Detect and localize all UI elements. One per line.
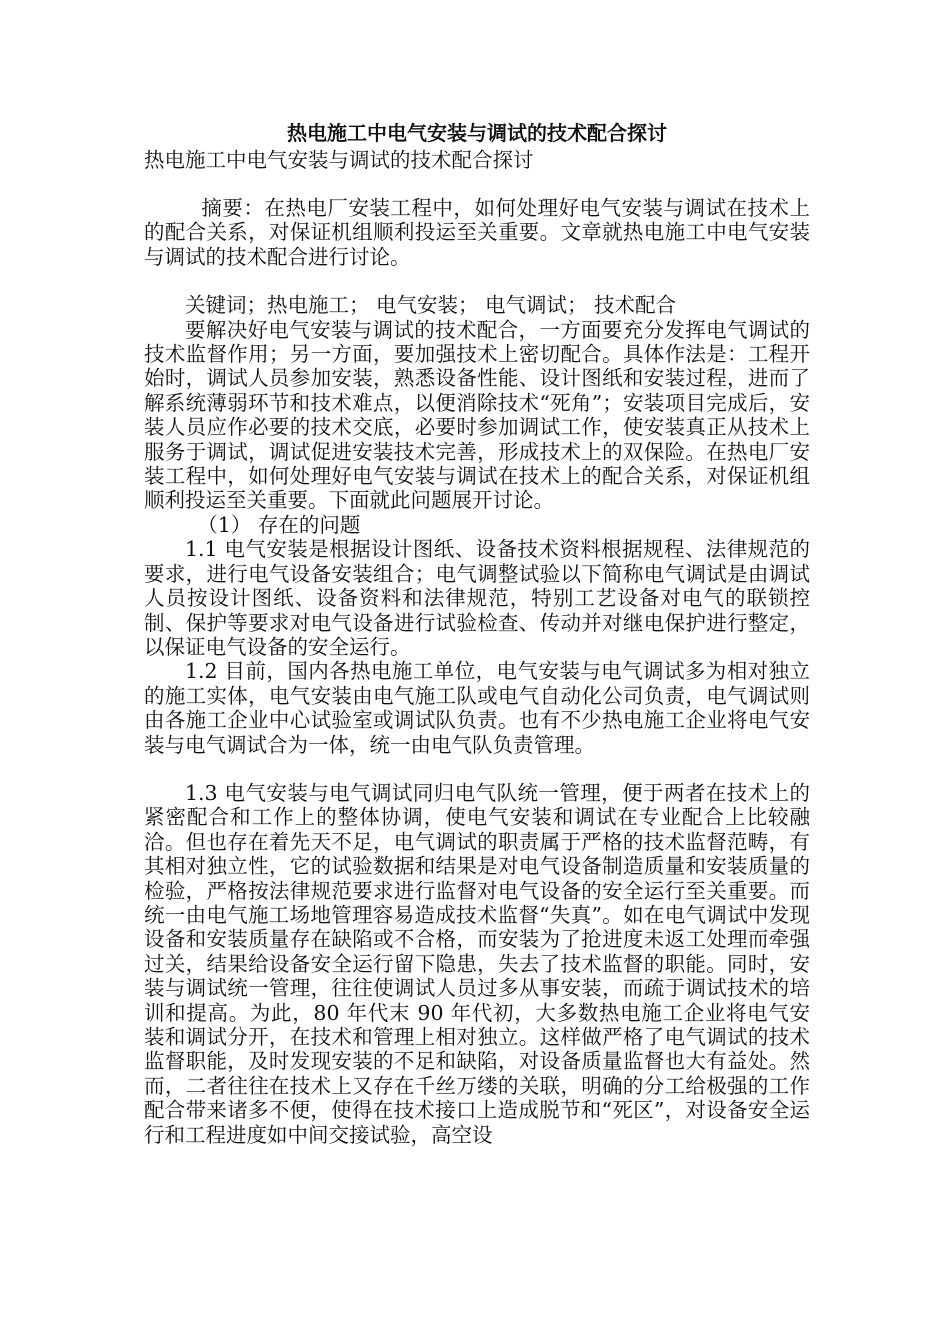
intro-paragraph: 要解决好电气安装与调试的技术配合，一方面要充分发挥电气调试的技术监督作用；另一方面，要加强技术上密切配合。具体作法是：工程开始时，调试人员参加安装，熟悉设备性能、设计图纸和安装过程，进而了解系统薄弱环节和技术难点，以便消除技术“死角”；安装项目完成后，安装人员应作必要的技术交底，必要时参加调试工作，使安装真正从技术上服务于调试，调试促进安装技术完善，形成技术上的双保险。在热电厂安装工程中，如何处理好电气安装与调试在技术上的配合关系，对保证机组顺利投运至关重要。下面就此问题展开讨论。 <box>144 317 810 513</box>
keywords-line: 关键词；热电施工； 电气安装； 电气调试； 技术配合 <box>185 293 677 318</box>
paragraph-1-3: 1.3 电气安装与电气调试同归电气队统一管理，便于两者在技术上的紧密配合和工作上的整体协调，使电气安装和调试在专业配合上比较融洽。但也存在着先天不足，电气调试的职责属于严格的技术监督范畴，有其相对独立性，它的试验数据和结果是对电气设备制造质量和安装质量的检验，严格按法律规范要求进行监督对电气设备的安全运行至关重要。而统一由电气施工场地管理容易造成技术监督“失真”。如在电气调试中发现设备和安装质量存在缺陷或不合格，而安装为了抢进度未返工处理而牵强过关，结果给设备安全运行留下隐患，失去了技术监督的职能。同时，安装与调试统一管理，往往使调试人员过多从事安装，而疏于调试技术的培训和提高。为此，80 年代末 90 年代初，大多数热电施工企业将电气安装和调试分开，在技术和管理上相对独立。这样做严格了电气调试的技术监督职能，及时发现安装的不足和缺陷，对设备质量监督也大有益处。然而，二者往往在技术上又存在千丝万缕的关联，明确的分工给极强的工作配合带来诸多不便，使得在技术接口上造成脱节和“死区”，对设备安全运行和工程进度如中间交接试验，高空设 <box>144 780 810 1147</box>
document-subtitle: 热电施工中电气安装与调试的技术配合探讨 <box>144 148 534 172</box>
document-title: 热电施工中电气安装与调试的技术配合探讨 <box>287 121 667 145</box>
spacer <box>144 269 810 293</box>
section-heading: （1） 存在的问题 <box>197 512 361 537</box>
spacer <box>144 757 810 781</box>
paragraph-1-2: 1.2 目前，国内各热电施工单位，电气安装与电气调试多为相对独立的施工实体，电气安装由电气施工队或电气自动化公司负责，电气调试则由各施工企业中心试验室或调试队负责。也有不少热电施工企业将电气安装与电气调试合为一体，统一由电气队负责管理。 <box>144 659 810 757</box>
paragraph-1-1: 1.1 电气安装是根据设计图纸、设备技术资料根据规程、法律规范的要求，进行电气设备安装组合；电气调整试验以下简称电气调试是由调试人员按设计图纸、设备资料和法律规范，特别工艺设备对电气的联锁控制、保护等要求对电气设备进行试验检查、传动并对继电保护进行整定，以保证电气设备的安全运行。 <box>144 537 810 659</box>
abstract-paragraph: 摘要：在热电厂安装工程中，如何处理好电气安装与调试在技术上的配合关系，对保证机组顺利投运至关重要。文章就热电施工中电气安装与调试的技术配合进行讨论。 <box>144 196 810 269</box>
spacer <box>144 172 810 196</box>
document-page <box>144 118 810 1147</box>
